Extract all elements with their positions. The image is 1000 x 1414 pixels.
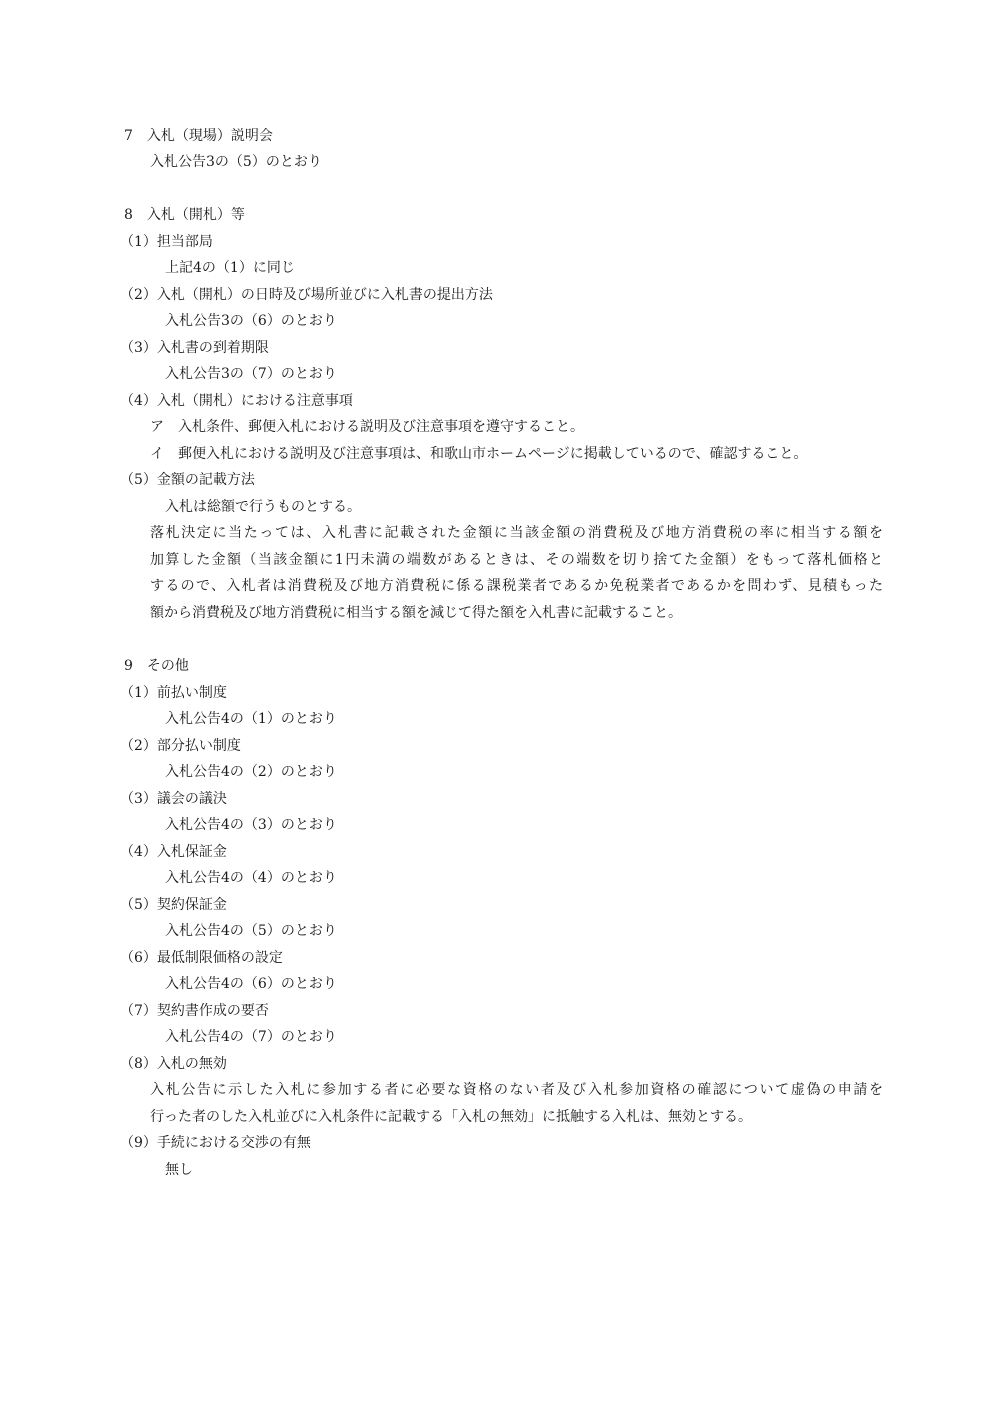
item-8-5-body-2-line-4: 額から消費税及び地方消費税に相当する額を減じて得た額を入札書に記載すること。 bbox=[150, 605, 682, 621]
item-9-1-body: 入札公告4の（1）のとおり bbox=[165, 711, 337, 727]
item-9-7-body: 入札公告4の（7）のとおり bbox=[165, 1029, 337, 1045]
item-9-4-title: （4）入札保証金 bbox=[120, 844, 227, 860]
item-8-5-body-2-line-2: 加算した金額（当該金額に1円未満の端数があるときは、その端数を切り捨てた金額）をもって落札価格と bbox=[150, 552, 883, 568]
item-9-7-title: （7）契約書作成の要否 bbox=[120, 1003, 269, 1019]
item-9-5-body: 入札公告4の（5）のとおり bbox=[165, 923, 337, 939]
item-9-3-title: （3）議会の議決 bbox=[120, 791, 227, 807]
item-8-3-body: 入札公告3の（7）のとおり bbox=[165, 366, 337, 382]
item-8-1-title: （1）担当部局 bbox=[120, 234, 213, 250]
item-9-3-body: 入札公告4の（3）のとおり bbox=[165, 817, 337, 833]
section-7-heading: 7 入札（現場）説明会 bbox=[124, 128, 273, 144]
item-9-2-body: 入札公告4の（2）のとおり bbox=[165, 764, 337, 780]
item-9-8-body-line-1: 入札公告に示した入札に参加する者に必要な資格のない者及び入札参加資格の確認について虚偽の申請を bbox=[150, 1082, 883, 1098]
item-8-4-title: （4）入札（開札）における注意事項 bbox=[120, 393, 353, 409]
item-9-2-title: （2）部分払い制度 bbox=[120, 738, 241, 754]
item-9-9-body: 無し bbox=[165, 1162, 193, 1178]
item-8-4-sub-i: イ 郵便入札における説明及び注意事項は、和歌山市ホームページに掲載しているので、確認すること。 bbox=[150, 446, 808, 462]
item-8-4-sub-a: ア 入札条件、郵便入札における説明及び注意事項を遵守すること。 bbox=[150, 419, 584, 435]
item-8-5-body-2-line-1: 落札決定に当たっては、入札書に記載された金額に当該金額の消費税及び地方消費税の率に相当する額を bbox=[150, 525, 883, 541]
item-9-5-title: （5）契約保証金 bbox=[120, 897, 227, 913]
item-9-4-body: 入札公告4の（4）のとおり bbox=[165, 870, 337, 886]
item-8-2-body: 入札公告3の（6）のとおり bbox=[165, 313, 337, 329]
item-9-1-title: （1）前払い制度 bbox=[120, 685, 227, 701]
section-7-body: 入札公告3の（5）のとおり bbox=[150, 154, 322, 170]
item-9-9-title: （9）手続における交渉の有無 bbox=[120, 1135, 311, 1151]
item-9-6-body: 入札公告4の（6）のとおり bbox=[165, 976, 337, 992]
item-8-5-body-2-line-3: するので、入札者は消費税及び地方消費税に係る課税業者であるか免税業者であるかを問わず、見積もった bbox=[150, 578, 883, 594]
item-8-2-title: （2）入札（開札）の日時及び場所並びに入札書の提出方法 bbox=[120, 287, 493, 303]
section-8-heading: 8 入札（開札）等 bbox=[124, 207, 245, 223]
item-9-8-title: （8）入札の無効 bbox=[120, 1056, 227, 1072]
item-8-3-title: （3）入札書の到着期限 bbox=[120, 340, 269, 356]
item-9-8-body-line-2: 行った者のした入札並びに入札条件に記載する「入札の無効」に抵触する入札は、無効とする。 bbox=[150, 1109, 752, 1125]
item-8-1-body: 上記4の（1）に同じ bbox=[165, 260, 295, 276]
item-8-5-body-1: 入札は総額で行うものとする。 bbox=[165, 499, 361, 515]
item-8-5-title: （5）金額の記載方法 bbox=[120, 472, 255, 488]
item-9-6-title: （6）最低制限価格の設定 bbox=[120, 950, 283, 966]
section-9-heading: 9 その他 bbox=[124, 658, 189, 674]
